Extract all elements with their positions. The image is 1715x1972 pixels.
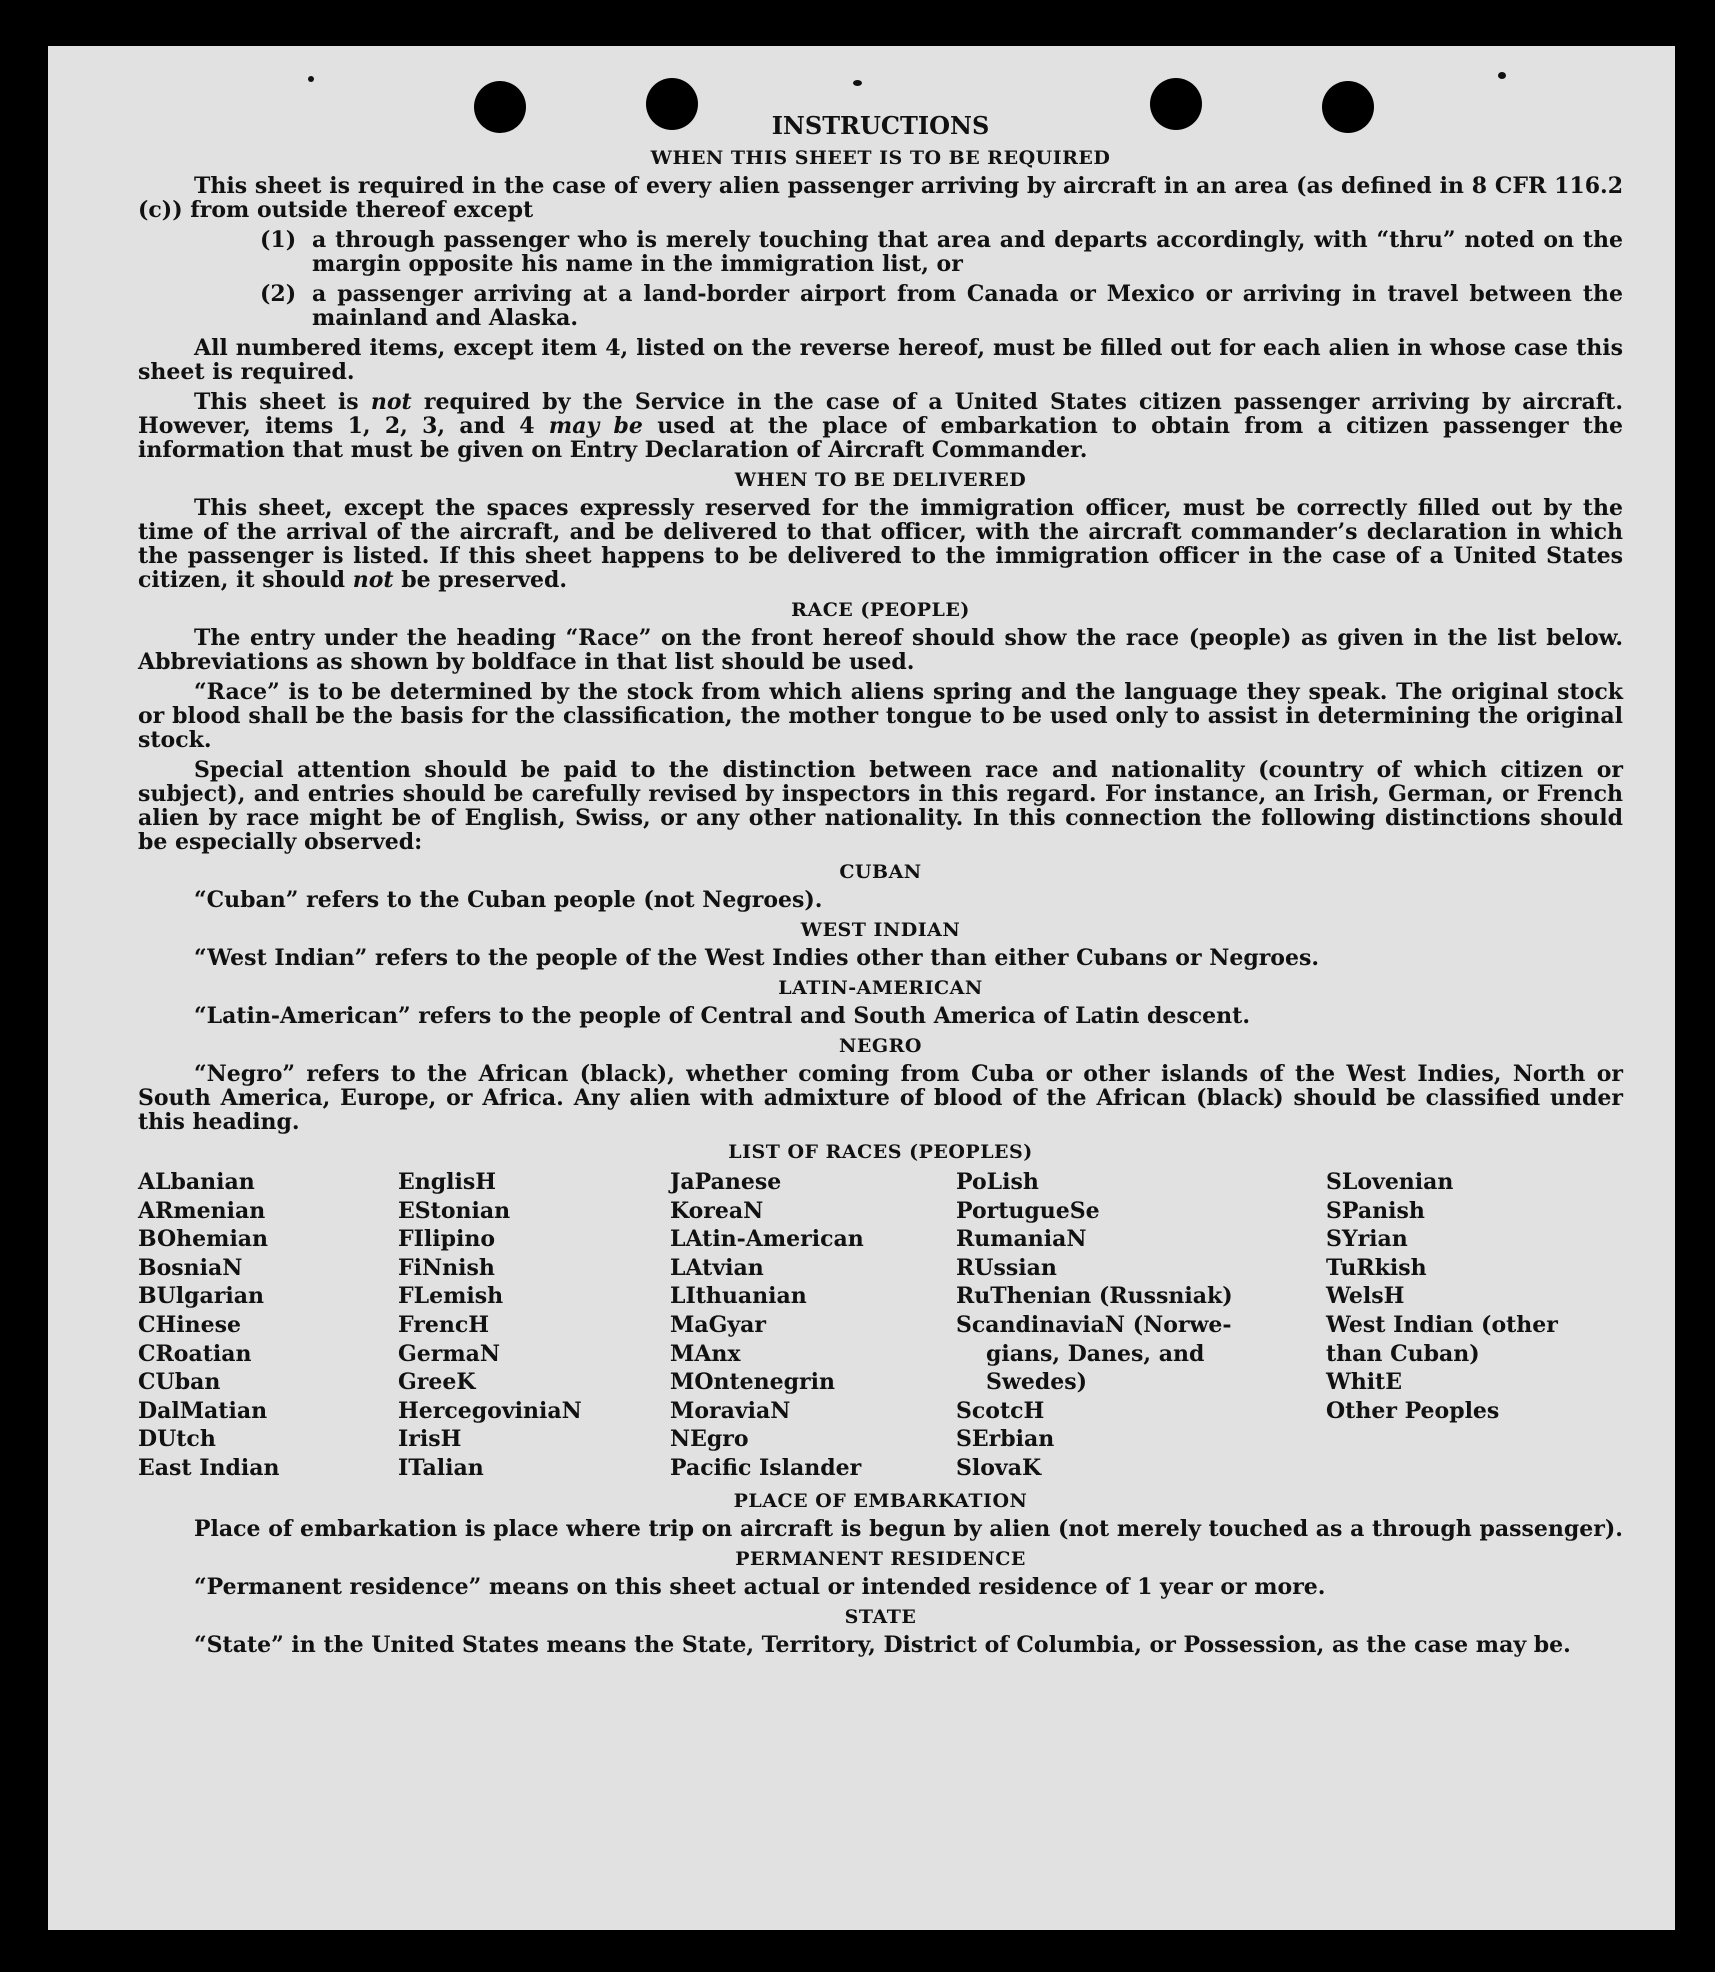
race-entry: PortugueSe bbox=[956, 1197, 1100, 1224]
paragraph bbox=[138, 496, 1623, 592]
race-entry: LAtvian bbox=[670, 1254, 764, 1281]
race-entry: MaGyar bbox=[670, 1311, 767, 1338]
races-column bbox=[138, 1168, 398, 1483]
heading-latin-american: LATIN-AMERICAN bbox=[778, 977, 983, 999]
race-entry: ScandinaviaN (Norwe- bbox=[956, 1311, 1232, 1338]
paragraph: “Permanent residence” means on this sheet actual or intended residence of 1 year or more. bbox=[194, 1573, 1326, 1600]
italic-run: may be bbox=[548, 413, 643, 439]
item-number: (1) bbox=[260, 227, 297, 253]
race-entry: MoraviaN bbox=[670, 1397, 791, 1424]
race-entry: West Indian (other bbox=[1326, 1311, 1558, 1338]
race-entry: Swedes) bbox=[986, 1369, 1087, 1396]
races-column bbox=[670, 1168, 956, 1483]
text-run: used at the place of embarkation to obtain from a citizen passenger the information that must be given on Entry Declaration of Aircraft Commander. bbox=[138, 413, 1624, 463]
race-entry: SlovaK bbox=[956, 1454, 1042, 1481]
race-entry: WelsH bbox=[1326, 1283, 1405, 1310]
heading-race: RACE (PEOPLE) bbox=[791, 599, 970, 621]
race-entry: TuRkish bbox=[1326, 1254, 1427, 1281]
race-entry: RUssian bbox=[956, 1254, 1057, 1281]
race-entry: LAtin-American bbox=[670, 1226, 864, 1253]
races-column bbox=[956, 1168, 1326, 1483]
race-entry: FIlipino bbox=[398, 1226, 496, 1253]
race-entry: GreeK bbox=[398, 1369, 476, 1396]
race-entry: ScotcH bbox=[956, 1397, 1045, 1424]
heading-when-required: WHEN THIS SHEET IS TO BE REQUIRED bbox=[650, 147, 1111, 169]
italic-run: not bbox=[352, 567, 394, 593]
heading-when-delivered: WHEN TO BE DELIVERED bbox=[734, 469, 1027, 491]
race-entry: RuThenian (Russniak) bbox=[956, 1283, 1233, 1310]
paragraph: “West Indian” refers to the people of the West Indies other than either Cubans or Negroes. bbox=[194, 945, 1320, 971]
race-entry: BosniaN bbox=[138, 1254, 243, 1281]
race-entry: IrisH bbox=[398, 1426, 462, 1453]
race-entry: MAnx bbox=[670, 1340, 741, 1367]
paragraph: “Cuban” refers to the Cuban people (not Negroes). bbox=[194, 887, 823, 913]
paragraph: The entry under the heading “Race” on the front hereof should show the race (people) as given in the list below. Abbreviations as shown by boldface in that list should be used. bbox=[138, 625, 1623, 675]
paragraph: “Race” is to be determined by the stock from which aliens spring and the language they speak. The original stock or blood shall be the basis for the classification, the mother tongue to be used only to assist in determining the original stock. bbox=[138, 679, 1623, 753]
race-entry: FrencH bbox=[398, 1311, 489, 1338]
race-entry: WhitE bbox=[1326, 1369, 1402, 1396]
race-entry: PoLish bbox=[956, 1169, 1039, 1195]
heading-west-indian: WEST INDIAN bbox=[800, 919, 961, 941]
paragraph: “State” in the United States means the State, Territory, District of Columbia, or Possession, as the case may be. bbox=[194, 1631, 1571, 1658]
race-entry: MOntenegrin bbox=[670, 1369, 835, 1396]
instructions-text bbox=[138, 112, 1623, 1663]
race-entry: BUlgarian bbox=[138, 1283, 264, 1310]
race-entry: RumaniaN bbox=[956, 1226, 1087, 1253]
race-entry: FLemish bbox=[398, 1283, 504, 1310]
paragraph bbox=[138, 390, 1623, 462]
race-entry: HercegoviniaN bbox=[398, 1397, 582, 1424]
races-list bbox=[138, 1168, 1623, 1483]
document-page bbox=[48, 46, 1675, 1930]
paragraph: “Negro” refers to the African (black), whether coming from Cuba or other islands of the West Indies, North or South America, Europe, or Africa. Any alien with admixture of blood of the African (black) should be classified under this heading. bbox=[138, 1061, 1623, 1135]
race-entry: ALbanian bbox=[138, 1169, 255, 1195]
race-entry: SLovenian bbox=[1326, 1169, 1454, 1195]
race-entry: EnglisH bbox=[398, 1169, 497, 1195]
race-entry: FiNnish bbox=[398, 1254, 495, 1281]
speck bbox=[853, 80, 862, 86]
speck bbox=[308, 76, 314, 82]
race-entry: DalMatian bbox=[138, 1397, 268, 1424]
heading-permanent-residence: PERMANENT RESIDENCE bbox=[735, 1547, 1026, 1570]
heading-list-of-races: LIST OF RACES (PEOPLES) bbox=[728, 1141, 1033, 1163]
race-entry: LIthuanian bbox=[670, 1283, 807, 1310]
text-run: required by the Service in the case of a United States citizen passenger arriving by aircraft. However, items 1, 2, 3, and 4 bbox=[138, 389, 1623, 439]
race-entry: DUtch bbox=[138, 1426, 216, 1453]
race-entry: SPanish bbox=[1326, 1197, 1425, 1224]
race-entry: Other Peoples bbox=[1326, 1397, 1500, 1424]
paragraph: Place of embarkation is place where trip on aircraft is begun by alien (not merely touched as a through passenger). bbox=[194, 1515, 1623, 1542]
list-item bbox=[260, 282, 1623, 330]
race-entry: CRoatian bbox=[138, 1340, 252, 1367]
text-run: This sheet, except the spaces expressly reserved for the immigration officer, must be correctly filled out by the time of the arrival of the aircraft, and be delivered to that officer, with the aircraft commander’s declaration in which the passenger is listed. If this sheet happens to be delivered to the immigration officer in the case of a United States citizen, it should bbox=[138, 495, 1623, 593]
races-column bbox=[398, 1168, 670, 1483]
heading-cuban: CUBAN bbox=[839, 861, 922, 883]
item-text: a passenger arriving at a land-border airport from Canada or Mexico or arriving in travel between the mainland and Alaska. bbox=[312, 281, 1623, 331]
race-entry: ITalian bbox=[398, 1454, 484, 1481]
race-entry: CUban bbox=[138, 1369, 221, 1396]
race-entry: GermaN bbox=[398, 1340, 501, 1367]
race-entry: ARmenian bbox=[138, 1197, 266, 1224]
italic-run: not bbox=[370, 389, 412, 415]
heading-negro: NEGRO bbox=[839, 1035, 922, 1057]
paragraph: Special attention should be paid to the distinction between race and nationality (country of which citizen or subject), and entries should be carefully revised by inspectors in this regard. For instance, an Irish, German, or French alien by race might be of English, Swiss, or any other nationality. In this connection the following distinctions should be especially observed: bbox=[138, 757, 1623, 855]
races-column bbox=[1326, 1168, 1623, 1483]
race-entry: JaPanese bbox=[670, 1169, 782, 1195]
race-entry: SYrian bbox=[1326, 1226, 1408, 1253]
speck bbox=[1498, 72, 1506, 79]
race-entry: KoreaN bbox=[670, 1197, 764, 1224]
page-title: INSTRUCTIONS bbox=[771, 111, 990, 140]
paragraph: All numbered items, except item 4, listed on the reverse hereof, must be filled out for each alien in whose case this sheet is required. bbox=[138, 335, 1623, 385]
race-entry: than Cuban) bbox=[1326, 1340, 1480, 1367]
race-entry: EStonian bbox=[398, 1197, 511, 1224]
text-run: be preserved. bbox=[393, 567, 568, 593]
list-item bbox=[260, 228, 1623, 276]
race-entry: East Indian bbox=[138, 1454, 280, 1481]
paragraph: This sheet is required in the case of every alien passenger arriving by aircraft in an area (as defined in 8 CFR 116.2 (c)) from outside thereof except bbox=[138, 173, 1623, 223]
item-text: a through passenger who is merely touching that area and departs accordingly, with “thru” noted on the margin opposite his name in the immigration list, or bbox=[312, 227, 1623, 277]
item-number: (2) bbox=[260, 281, 297, 307]
paragraph: “Latin-American” refers to the people of Central and South America of Latin descent. bbox=[194, 1003, 1250, 1029]
race-entry: NEgro bbox=[670, 1426, 749, 1453]
heading-embarkation: PLACE OF EMBARKATION bbox=[733, 1489, 1028, 1512]
race-entry: CHinese bbox=[138, 1311, 242, 1338]
race-entry: BOhemian bbox=[138, 1226, 269, 1253]
race-entry: Pacific Islander bbox=[670, 1454, 862, 1481]
text-run: This sheet is bbox=[194, 389, 371, 415]
heading-state: STATE bbox=[844, 1605, 917, 1628]
race-entry: SErbian bbox=[956, 1426, 1055, 1453]
race-entry: gians, Danes, and bbox=[986, 1340, 1205, 1367]
